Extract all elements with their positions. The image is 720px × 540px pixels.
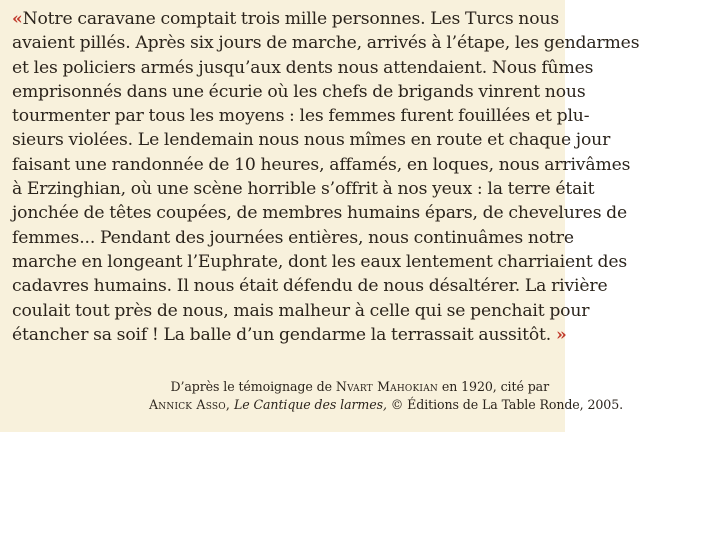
quote-line-9: jonchée de têtes coupées, de membres humains épars, de chevelures de	[12, 203, 628, 224]
credit-line-2	[149, 396, 624, 414]
quote-line-5: tourmenter par tous les moyens : les femmes furent fouillées et plu-	[12, 106, 590, 127]
credit-line-1	[149, 378, 549, 396]
quote-line-13: coulait tout près de nous, mais malheur à celle qui se penchait pour	[12, 300, 590, 321]
publisher-credit: © Éditions de La Table Ronde, 2005.	[390, 396, 624, 412]
testimony-quote	[12, 7, 640, 347]
book-title: Le Cantique des larmes,	[233, 396, 387, 412]
quote-line-1	[12, 7, 560, 31]
quote-line-2: avaient pillés. Après six jours de marche, arrivés à l’étape, les gendarmes	[12, 33, 640, 54]
quote-line-7: faisant une randonnée de 10 heures, affamés, en loques, nous arrivâmes	[12, 154, 631, 175]
quote-line-8: à Erzinghian, où une scène horrible s’offrit à nos yeux : la terre était	[12, 179, 595, 200]
credit-suffix: en 1920, cité par	[441, 379, 549, 394]
source-credit	[149, 378, 624, 413]
quote-line-14	[12, 323, 567, 347]
quote-line-11: marche en longeant l’Euphrate, dont les eaux lentement charriaient des	[12, 251, 628, 272]
witness-name: Nvart Mahokian	[335, 379, 438, 394]
author-name: Annick Asso,	[149, 396, 231, 412]
quote-line-text: étancher sa soif ! La balle d’un gendarme la terrassait aussitôt.	[12, 324, 552, 345]
closing-guillemet: »	[555, 324, 567, 345]
credit-prefix: D’après le témoignage de	[170, 379, 332, 394]
quote-line-12: cadavres humains. Il nous était défendu de nous désaltérer. La rivière	[12, 276, 608, 297]
quote-line-6: sieurs violées. Le lendemain nous nous mîmes en route et chaque jour	[12, 130, 611, 151]
quote-line-3: et les policiers armés jusqu’aux dents nous attendaient. Nous fûmes	[12, 57, 594, 78]
opening-guillemet: «	[12, 9, 23, 29]
quote-line-text: Notre caravane comptait trois mille personnes. Les Turcs nous	[22, 9, 560, 29]
quote-line-10: femmes... Pendant des journées entières, nous continuâmes notre	[12, 227, 574, 248]
quote-line-4: emprisonnés dans une écurie où les chefs de brigands vinrent nous	[12, 81, 586, 102]
